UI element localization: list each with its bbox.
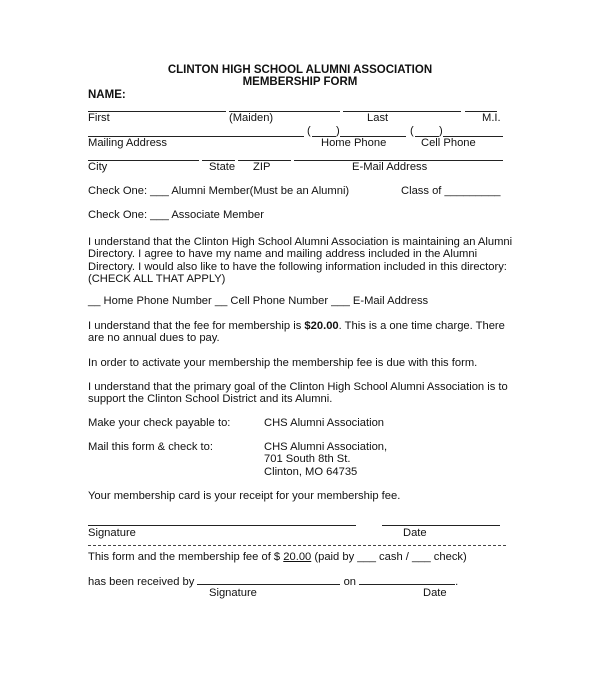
received-on-text: on <box>340 576 360 588</box>
first-label: First <box>88 112 110 124</box>
home-area-code-open: ( <box>307 125 311 137</box>
office-received-line <box>88 575 458 588</box>
mail-address-line2: 701 South 8th St. <box>264 453 351 465</box>
home-phone-label: Home Phone <box>321 137 387 149</box>
fee-text-before: I understand that the fee for membership is <box>88 320 305 332</box>
home-area-code-close: ) <box>336 125 340 137</box>
fee-amount: $20.00 <box>304 320 339 332</box>
associate-member-checkbox[interactable]: Check One: ___ Associate Member <box>88 209 264 221</box>
received-by-text: has been received by <box>88 576 198 588</box>
directory-paragraph: I understand that the Clinton High School Alumni Association is maintaining an Alumni Directory. I agree to have my name and mailing address included in the Alumni Directory. I would also like to have the following information included in this directory: (CHECK ALL THAT APPLY) <box>88 236 513 285</box>
mi-label: M.I. <box>482 112 501 124</box>
office-fee-text-before: This form and the membership fee of $ <box>88 551 284 563</box>
goal-paragraph: I understand that the primary goal of the Clinton High School Alumni Association is to support the Clinton School District and its Alumni. <box>88 381 508 406</box>
office-fee-payment-method[interactable]: (paid by ___ cash / ___ check) <box>311 551 467 563</box>
mail-address-line3: Clinton, MO 64735 <box>264 466 358 478</box>
member-date-label: Date <box>403 527 427 539</box>
fee-text-after: . This is a one time charge. There are no annual dues to pay. <box>88 320 505 345</box>
cell-area-code-open: ( <box>410 125 414 137</box>
received-by-signature-field[interactable] <box>197 575 340 585</box>
last-name-field[interactable] <box>343 111 461 112</box>
email-label: E-Mail Address <box>352 161 428 173</box>
cut-line <box>88 545 506 546</box>
city-label: City <box>88 161 108 173</box>
member-signature-label: Signature <box>88 527 136 539</box>
directory-options[interactable]: __ Home Phone Number __ Cell Phone Number ___ E-Mail Address <box>88 295 429 307</box>
member-signature-field[interactable] <box>88 525 356 526</box>
mailing-address-label: Mailing Address <box>88 137 167 149</box>
member-date-field[interactable] <box>382 525 500 526</box>
mail-address-line1: CHS Alumni Association, <box>264 441 388 453</box>
zip-label: ZIP <box>253 161 271 173</box>
form-title-line1: CLINTON HIGH SCHOOL ALUMNI ASSOCIATION <box>167 64 433 76</box>
fee-paragraph <box>88 320 518 345</box>
cell-phone-label: Cell Phone <box>421 137 476 149</box>
payable-label: Make your check payable to: <box>88 417 231 429</box>
state-label: State <box>209 161 236 173</box>
received-period: . <box>455 576 459 588</box>
received-date-field[interactable] <box>359 575 455 585</box>
office-fee-line <box>88 551 467 563</box>
form-title-line2: MEMBERSHIP FORM <box>242 76 358 88</box>
activate-paragraph: In order to activate your membership the membership fee is due with this form. <box>88 357 478 369</box>
receipt-note: Your membership card is your receipt for your membership fee. <box>88 490 401 502</box>
office-date-label: Date <box>423 587 447 599</box>
payable-value: CHS Alumni Association <box>264 417 385 429</box>
office-signature-label: Signature <box>209 587 257 599</box>
maiden-label: (Maiden) <box>229 112 274 124</box>
office-fee-amount: 20.00 <box>283 551 312 563</box>
alumni-member-checkbox[interactable]: Check One: ___ Alumni Member(Must be an Alumni) <box>88 185 350 197</box>
mail-label: Mail this form & check to: <box>88 441 213 453</box>
name-label: NAME: <box>88 89 126 101</box>
last-label: Last <box>367 112 389 124</box>
class-of-field[interactable]: Class of _________ <box>401 185 501 197</box>
cell-area-code-close: ) <box>439 125 443 137</box>
